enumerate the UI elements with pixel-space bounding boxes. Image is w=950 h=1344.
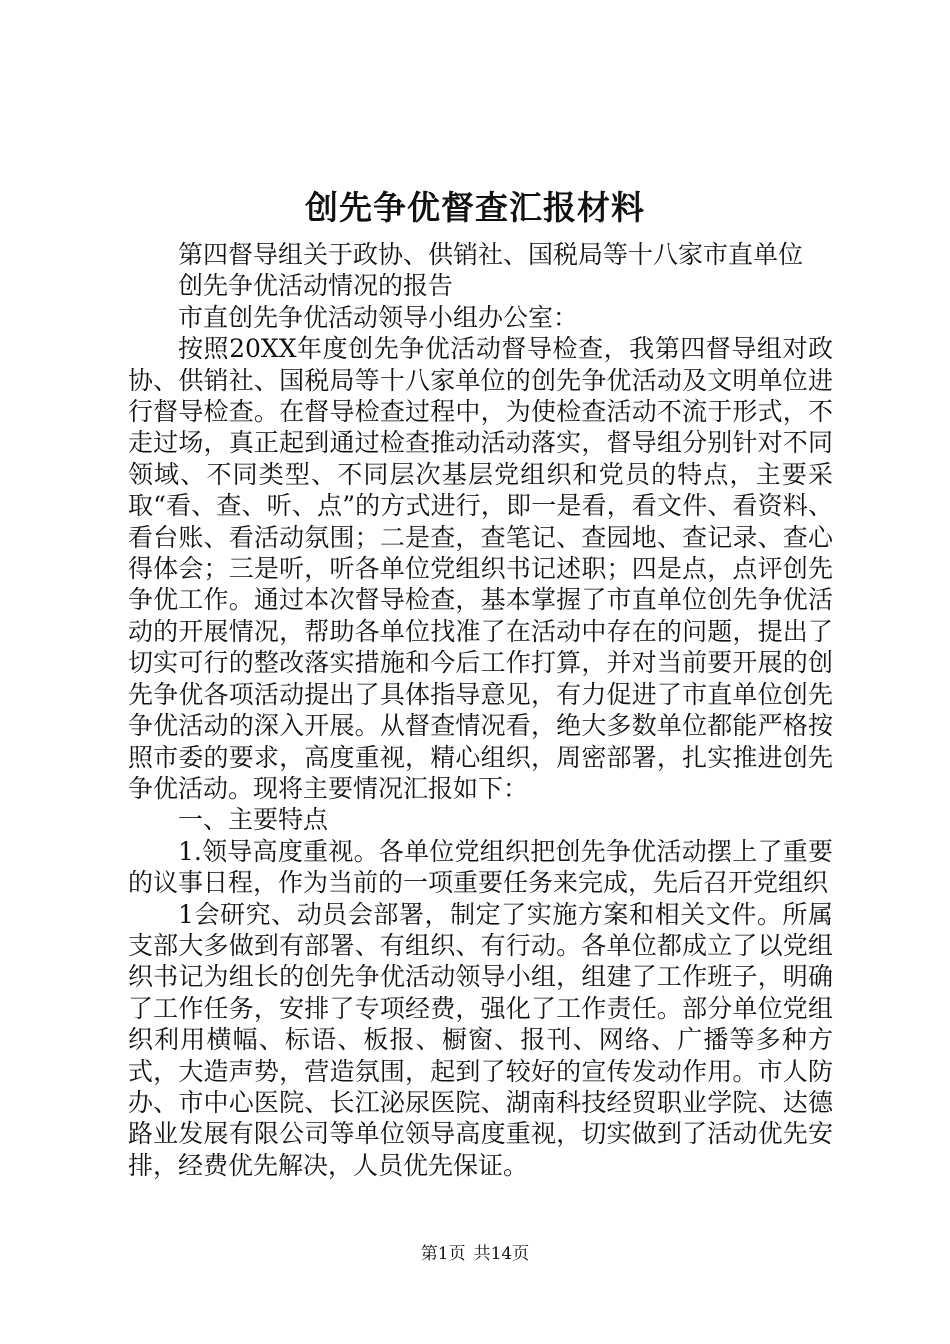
page-total: 共14页 xyxy=(473,1244,530,1264)
salutation: 市直创先争优活动领导小组办公室： xyxy=(178,302,579,332)
body-paragraph: 1.领导高度重视。各单位党组织把创先争优活动摆上了重要的议事日程，作为当前的一项重要任务来完成，先后召开党组织 xyxy=(128,836,833,898)
document-body xyxy=(128,239,833,1181)
report-heading-line-1: 第四督导组关于政协、供销社、国税局等十八家市直单位 xyxy=(178,240,804,269)
report-heading-line-2: 创先争优活动情况的报告 xyxy=(178,271,454,301)
document-title: 创先争优督查汇报材料 xyxy=(305,188,645,227)
page-number: 第1页 xyxy=(420,1244,466,1264)
page-footer xyxy=(0,1243,950,1265)
section-heading: 一、主要特点 xyxy=(178,805,329,835)
body-paragraph: 按照20XX年度创先争优活动督导检查，我第四督导组对政协、供销社、国税局等十八家单位的创先争优活动及文明单位进行督导检查。在督导检查过程中，为使检查活动不流于形式，不走过场，真正起到通过检查推动活动落实，督导组分别针对不同领域、不同类型、不同层次基层党组织和党员的特点，主要采取“看、查、听、点”的方式进行，即一是看，看文件、看资料、看台账、看活动氛围；二是查，查笔记、查园地、查记录、查心得体会；三是听，听各单位党组织书记述职；四是点，点评创先争优工作。通过本次督导检查，基本掌握了市直单位创先争优活动的开展情况，帮助各单位找准了在活动中存在的问题，提出了切实可行的整改落实措施和今后工作打算，并对当前要开展的创先争优各项活动提出了具体指导意见，有力促进了市直单位创先争优活动的深入开展。从督查情况看，绝大多数单位都能严格按照市委的要求，高度重视，精心组织，周密部署，扎实推进创先争优活动。现将主要情况汇报如下： xyxy=(128,334,833,803)
body-paragraph: 1会研究、动员会部署，制定了实施方案和相关文件。所属支部大多做到有部署、有组织、有行动。各单位都成立了以党组织书记为组长的创先争优活动领导小组，组建了工作班子，明确了工作任务，安排了专项经费，强化了工作责任。部分单位党组织利用横幅、标语、板报、橱窗、报刊、网络、广播等多种方式，大造声势，营造氛围，起到了较好的宣传发动作用。市人防办、市中心医院、长江泌尿医院、湖南科技经贸职业学院、达德路业发展有限公司等单位领导高度重视，切实做到了活动优先安排，经费优先解决，人员优先保证。 xyxy=(128,899,833,1180)
